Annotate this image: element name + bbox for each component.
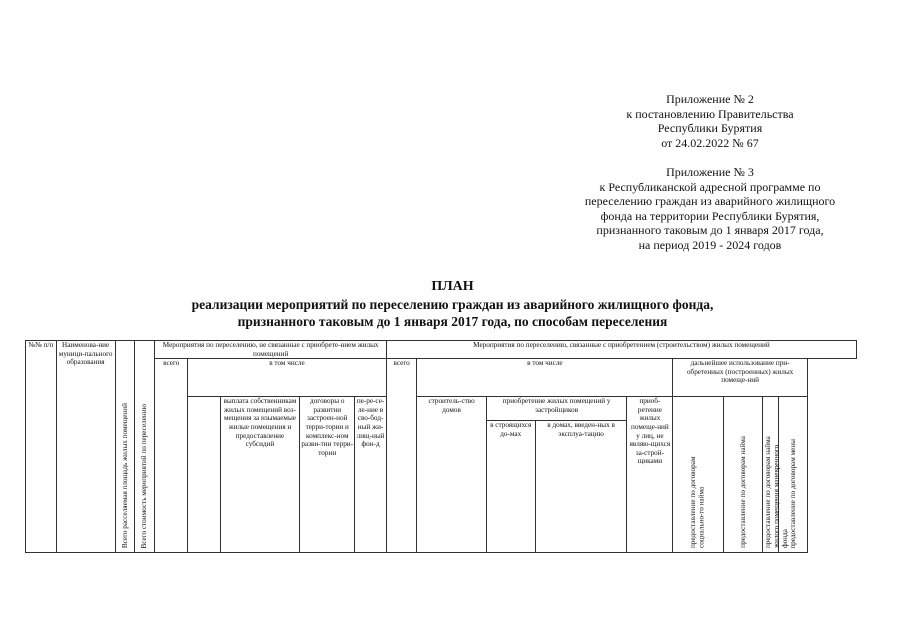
header-empty-sub [188, 397, 221, 553]
appendix-3-line: фонда на территории Республики Бурятия, [600, 208, 820, 223]
appendix-2-line: Республики Бурятия [657, 121, 763, 136]
header-acquisition-from-developers: приобретение жилых помещений у застройщиков [486, 397, 627, 421]
header-area: Всего расселяемая площадь жилых помещений [115, 341, 134, 553]
header-hire: предоставление по договорам найма [724, 397, 763, 553]
appendix-2-line: от 24.02.2022 № 67 [661, 135, 759, 150]
header-commercial-hire: предоставление по договорам найма жилого помещения маневренного фонда [763, 397, 779, 553]
appendix-3-line: признанного таковым до 1 января 2017 года, [596, 223, 824, 238]
header-acquisition-from-non-developers: приоб-ретение жилых помеще-ний у лиц, не являю-щихся за-строй-щиками [627, 397, 673, 553]
plan-subtitle-line-2: признанного таковым до 1 января 2017 года, по способам переселения [237, 314, 668, 329]
header-related-group: Мероприятия по переселению, связанные с приобретением (строительством) жилых помещений [386, 341, 856, 359]
header-social-hire: предоставление по договорам социально-го найма [673, 397, 724, 553]
header-including-1: в том числе [188, 359, 387, 397]
appendix-2-block [560, 92, 860, 150]
header-house-construction: строитель-ство домов [417, 397, 486, 553]
appendix-3-block [560, 165, 860, 253]
appendix-3-line: Приложение № 3 [666, 165, 754, 179]
header-total-1: всего [155, 359, 188, 553]
header-cost: Всего стоимость мероприятий по переселению [135, 341, 155, 553]
appendix-3-line: переселению граждан из аварийного жилищного [584, 194, 836, 209]
header-payout: выплата собственникам жилых помещений воз-мещения за изымаемые жилые помещения и предоставление субсидий [220, 397, 300, 553]
header-under-construction: в строящихся до-мах [486, 421, 535, 553]
header-total-2: всего [386, 359, 417, 553]
header-including-2: в том числе [417, 359, 673, 397]
appendix-2-line: Приложение № 2 [666, 92, 754, 106]
plan-subtitle-line-1: реализации мероприятий по переселению граждан из аварийного жилищного фонда, [191, 297, 714, 312]
plan-title: ПЛАН [431, 279, 474, 294]
appendix-2-line: к постановлению Правительства [626, 106, 794, 121]
header-development-contracts: договоры о развитии застроен-ной терри-тории и комплекс-ном разви-тии терри-тории [300, 397, 355, 553]
header-municipality: Наименова-ние муници-пального образования [56, 341, 115, 553]
plan-table [25, 340, 857, 553]
header-num: №№ п/п [26, 341, 57, 553]
header-commissioned: в домах, введен-ных в эксплуа-тацию [535, 421, 627, 553]
appendix-3-line: на период 2019 - 2024 годов [638, 237, 782, 252]
appendix-3-line: к Республиканской адресной программе по [599, 179, 821, 194]
header-further-use: дальнейшее использование при-обретенных (построенных) жилых помеще-ний [673, 359, 808, 397]
header-resettle-free-fund: пе-ре-се-ле-ние в сво-бод-ный жи-лищ-ный фон-д [355, 397, 387, 553]
header-exchange: предоставление по договорам мены [779, 397, 808, 553]
table-header-row-1 [26, 341, 857, 359]
header-not-related-group: Мероприятия по переселению, не связанные с приобрете-нием жилых помещений [155, 341, 386, 359]
